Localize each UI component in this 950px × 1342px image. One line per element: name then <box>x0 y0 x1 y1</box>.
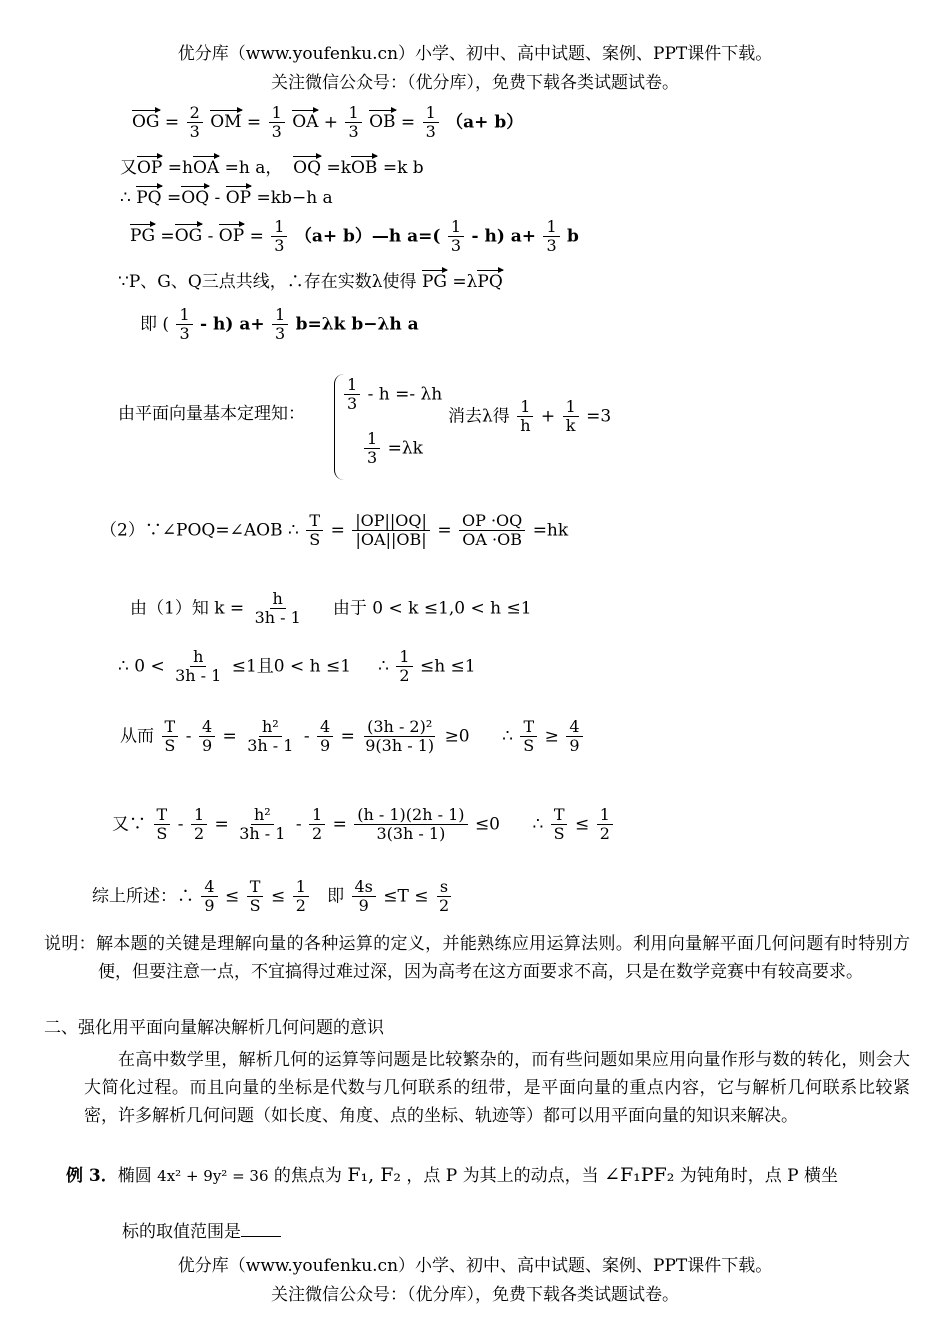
congr-line: 从而 $\frac{T}{S}$ - $\frac{4}{9}$ = $\frac{\text{h²}}{3h - 1}$ - $\frac{4}{9}$ = $\frac{\text{(3h - 2)²}}{9(3h - 1)}$ ≥0 ∴ $\frac{T}{S}$ ≥ $\frac{4}{9}$ <box>120 718 585 756</box>
eliminate-result: 消去λ得 $\frac{1}{h}$ + $\frac{1}{k}$ =3 <box>448 397 612 436</box>
header-line-2: 关注微信公众号：（优分库），免费下载各类试题试卷。 <box>271 73 679 93</box>
system-eq-1: $\frac{1}{3}$ - h =- λh <box>342 376 442 414</box>
example3-line2: 标的取值范围是 <box>122 1220 281 1242</box>
summary-line: 综上所述：∴ $\frac{4}{9}$ ≤ $\frac{T}{S}$ ≤ $\frac{1}{2}$ 即 $\frac{4s}{9}$ ≤T ≤ $\frac{s}{2}$ <box>92 878 454 916</box>
part2-line: （2）∵∠POQ=∠AOB ∴ $\frac{T}{S}$ = $\frac{|OP||OQ|}{|OA||OB|}$ = $\frac{OP \cdot OQ}{OA \cdot OB}$ =hk <box>100 511 569 550</box>
theorem-label: 由平面向量基本定理知： <box>118 404 305 424</box>
answer-blank[interactable] <box>241 1220 281 1237</box>
fraction: $\frac{2}{3}$ <box>187 104 203 142</box>
note-paragraph: 说明：解本题的关键是理解向量的各种运算的定义，并能熟练应用运算法则。利用向量解平面几何问题有时特别方便，但要注意一点，不宜搞得过难过深，因为高考在这方面要求不高，只是在数学竞赛中有较高要求。 <box>44 934 910 982</box>
section2-title: 二、强化用平面向量解决解析几何问题的意识 <box>44 1018 384 1038</box>
collinear-line: ∵P、G、Q三点共线，∴存在实数λ使得 PG =λPQ <box>118 272 503 292</box>
footer-line-2: 关注微信公众号：（优分库），免费下载各类试题试卷。 <box>271 1285 679 1305</box>
from1-line: 由（1）知 k = $\frac{h}{3h - 1}$ 由于 0 < k ≤1,0 < h ≤1 <box>130 589 532 628</box>
header-line-1: 优分库（www.youfenku.cn）小学、初中、高中试题、案例、PPT课件下载。 <box>177 44 773 64</box>
footer-line-1: 优分库（www.youfenku.cn）小学、初中、高中试题、案例、PPT课件下载。 <box>177 1256 773 1276</box>
pg-line: PG =OG - OP = $\frac{1}{3}$ （a+ b）—h a=( $\frac{1}{3}$ - h) a+ $\frac{1}{3}$ b <box>130 217 579 256</box>
ji-line: 即 ( $\frac{1}{3}$ - h) a+ $\frac{1}{3}$ b=λk b−λh a <box>140 305 419 344</box>
system-eq-2: $\frac{1}{3}$ =λk <box>362 430 423 468</box>
section2-paragraph: 在高中数学里，解析几何的运算等问题是比较繁杂的，而有些问题如果应用向量作形与数的转化，则会大大简化过程。而且向量的坐标是代数与几何联系的纽带，是平面向量的重点内容，它与解析几何联系比较紧密，许多解析几何问题（如长度、角度、点的坐标、轨迹等）都可以用平面向量的知识来解决。 <box>84 1050 910 1126</box>
again-line: 又∵ $\frac{T}{S}$ - $\frac{1}{2}$ = $\frac{\text{h²}}{3h - 1}$ - $\frac{1}{2}$ = $\frac{(h - 1)(2h - 1)}{3(3h - 1)}$ ≤0 ∴ $\frac{T}{S}$ ≤ $\frac{1}{2}$ <box>112 806 615 844</box>
vector-og: OG <box>132 112 160 133</box>
pq-line: ∴ PQ =OQ - OP =kb−h a <box>120 188 333 208</box>
example3-line1: 例 3．椭圆 4x² + 9y² = 36 的焦点为 F₁, F₂ ，点 P 为其上的动点，当 ∠F₁PF₂ 为钝角时，点 P 横坐 <box>66 1164 839 1186</box>
og-equation: OG = $\frac{2}{3}$ OM = $\frac{1}{3}$ OA + $\frac{1}{3}$ OB = $\frac{1}{3}$ （a+ b） <box>132 103 524 142</box>
op-oq-line: 又OP =hOA =h a， OQ =kOB =k b <box>120 158 424 178</box>
range-line: ∴ 0 < $\frac{h}{3h - 1}$ ≤1且0 < h ≤1 ∴ $\frac{1}{2}$ ≤h ≤1 <box>118 647 476 686</box>
